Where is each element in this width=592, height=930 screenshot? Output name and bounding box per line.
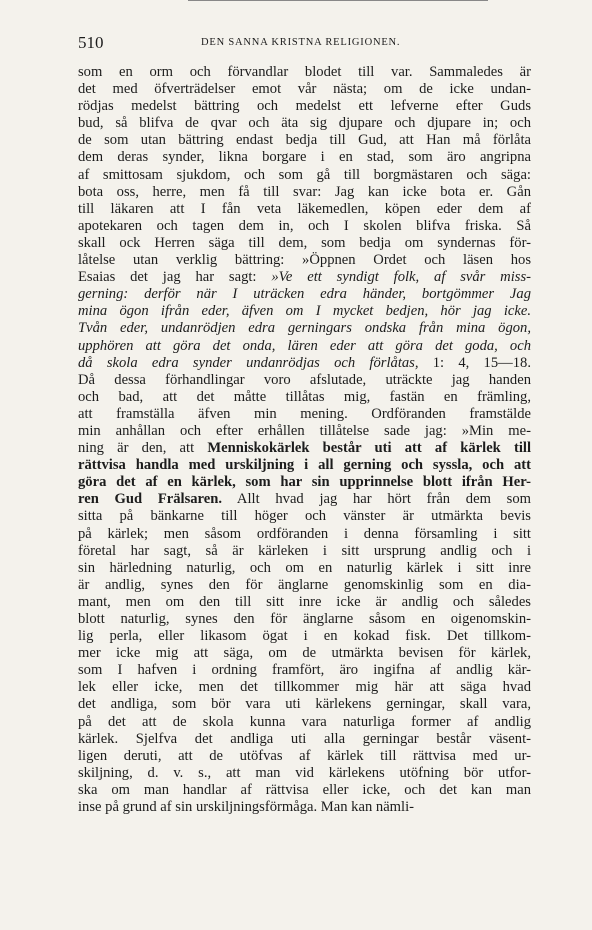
text-segment: blott naturlig, synes den för änglarne såsom en oigenomskin- [78, 611, 531, 627]
text-segment: ning är den, att [78, 440, 208, 457]
text-segment: de som utan bättring endast bedja till Gud, att Han må förlåta [78, 132, 531, 149]
text-segment: till läkaren att I fån veta läkemedlen, köpen eder dem af [78, 200, 531, 217]
text-line [78, 64, 531, 81]
text-line [78, 372, 531, 389]
text-segment: min anhållan och efter erhållen tillåtelse sade jag: »Min me- [78, 422, 531, 439]
text-segment: som en orm och förvandlar blodet till var. Sammaledes är [78, 64, 531, 80]
text-segment: ska om man handlar af rättvisa eller icke, och det kan man [78, 781, 531, 798]
text-line [78, 201, 531, 218]
text-segment: låtelse utan verklig bättring: »Öppnen Ordet och läsen hos [78, 252, 531, 269]
text-line [78, 184, 531, 201]
text-segment: af smittosam sjukdom, och som gå till borgmästaren och säga: [78, 166, 531, 183]
text-line [78, 560, 531, 577]
text-line [78, 577, 531, 594]
text-segment: skiljning, d. v. s., att man vid kärlekens utöfning bör utfor- [78, 764, 531, 781]
bold-text: göra det af en kärlek, som har sin upprinnelse blott ifrån Her- [78, 474, 531, 491]
text-line [78, 269, 531, 286]
text-segment: det med öfverträdelser emot vår nästa; om de icke undan- [78, 81, 531, 98]
text-segment: som I hafven i ordning framfört, äro ingifna af andlig kär- [78, 662, 531, 679]
top-edge-rule [188, 0, 488, 1]
text-line [78, 457, 531, 474]
italic-text: upphören att göra det onda, lären eder att göra det goda, och [78, 337, 531, 354]
text-line [78, 355, 531, 372]
text-line [78, 799, 531, 816]
text-line [78, 474, 531, 491]
text-segment: på kärlek; men såsom ordföranden i denna församling i sitt [78, 525, 531, 542]
text-line [78, 406, 531, 423]
bold-text: rättvisa handla med urskiljning i all gerning och syssla, och att [78, 457, 531, 474]
text-segment: lig perla, eller likasom ögat i en kokad fisk. Det tillkom- [78, 628, 531, 645]
bold-text: Menniskokärlek består uti att af kärlek till [207, 440, 531, 457]
text-line [78, 218, 531, 235]
text-line [78, 526, 531, 543]
text-segment: företal har sagt, så är kärleken i sitt ursprung andlig och i [78, 542, 531, 559]
text-segment: det andliga, som bör vara uti kärlekens gerningar, skall vara, [78, 696, 531, 713]
text-segment: Esaias det jag har sagt: [78, 269, 272, 286]
text-segment: dem deras synder, likna borgare i en stad, som äro angripna [78, 149, 531, 166]
text-line [78, 286, 531, 303]
text-line [78, 167, 531, 184]
text-line [78, 491, 531, 508]
text-line [78, 338, 531, 355]
text-line [78, 594, 531, 611]
running-head: DEN SANNA KRISTNA RELIGIONEN. [201, 37, 401, 48]
text-line [78, 782, 531, 799]
page-number: 510 [78, 33, 104, 52]
italic-text: »Ve ett syndigt folk, af svår miss- [271, 269, 531, 286]
text-segment: på det att de skola kunna vara naturliga former af andlig [78, 713, 531, 730]
text-line [78, 320, 531, 337]
text-line [78, 508, 531, 525]
text-line [78, 765, 531, 782]
text-segment: inse på grund af sin urskiljningsförmåga. Man kan nämli- [78, 799, 414, 816]
text-line [78, 748, 531, 765]
text-line [78, 252, 531, 269]
text-segment: och bad, att det måtte tillåtas mig, fastän en främling, [78, 388, 531, 405]
text-segment: mer icke mig att säga, om de utmärkta bevisen för kärlek, [78, 645, 531, 662]
bold-text: ren Gud Frälsaren. [78, 491, 223, 508]
text-line [78, 149, 531, 166]
text-line [78, 389, 531, 406]
text-line [78, 81, 531, 98]
text-segment: rödjas medelst bättring och medelst ett lefverne efter Guds [78, 98, 531, 115]
text-segment: skall ock Herren säga till dem, som bedja om syndernas för- [78, 234, 531, 251]
text-segment: mant, men om den till sitt inre icke är andlig och således [78, 593, 531, 610]
text-line [78, 303, 531, 320]
text-segment: att framställa äfven min mening. Ordföranden framstälde [78, 405, 531, 422]
text-line [78, 679, 531, 696]
text-line [78, 611, 531, 628]
page-header [78, 33, 531, 53]
text-segment: Då dessa förhandlingar voro afslutade, uträckte jag handen [78, 371, 531, 388]
text-line [78, 132, 531, 149]
text-line [78, 628, 531, 645]
italic-text: mina ögon ifrån eder, äfven om I mycket bedjen, hör jag icke. [78, 303, 531, 320]
text-segment: apotekaren och tagen dem in, och I skolen blifva friska. Så [78, 217, 531, 234]
text-line [78, 696, 531, 713]
text-segment: bota oss, herre, men få till svar: Jag kan icke bota er. Gån [78, 183, 531, 200]
text-line [78, 423, 531, 440]
italic-text: gerning: derför när I uträcken edra händer, bortgömmer Jag [78, 286, 531, 303]
text-line [78, 98, 531, 115]
text-line [78, 714, 531, 731]
text-line [78, 440, 531, 457]
text-segment: sitta på bänkarne till höger och vänster är utmärkta bevis [78, 508, 531, 525]
text-line [78, 115, 531, 132]
text-segment: är andlig, synes den för änglarne genomskinlig som en dia- [78, 576, 531, 593]
text-line [78, 543, 531, 560]
text-segment: sin härledning naturlig, och om en naturlig kärlek i sitt inre [78, 559, 531, 576]
text-segment: 1: 4, 15—18. [432, 354, 531, 371]
text-segment: Allt hvad jag har hört från dem som [222, 491, 531, 508]
text-segment: bud, så blifva de qvar och äta sig djupare och djupare in; och [78, 115, 531, 132]
body-text [78, 64, 531, 816]
italic-text: Tvån eder, undanrödjen edra gerningars ondska från mina ögon, [78, 320, 531, 337]
text-line [78, 645, 531, 662]
text-line [78, 662, 531, 679]
text-segment: ligen deruti, att de utöfvas af kärlek till rättvisa med ur- [78, 747, 531, 764]
text-line [78, 731, 531, 748]
text-segment: lek eller icke, men det tillkommer mig här att säga hvad [78, 679, 531, 696]
text-line [78, 235, 531, 252]
text-segment: kärlek. Sjelfva det andliga uti alla gerningar består väsent- [78, 730, 531, 747]
italic-text: då skola edra synder undanrödjas och förlåtas, [78, 354, 433, 371]
book-page [78, 0, 531, 930]
